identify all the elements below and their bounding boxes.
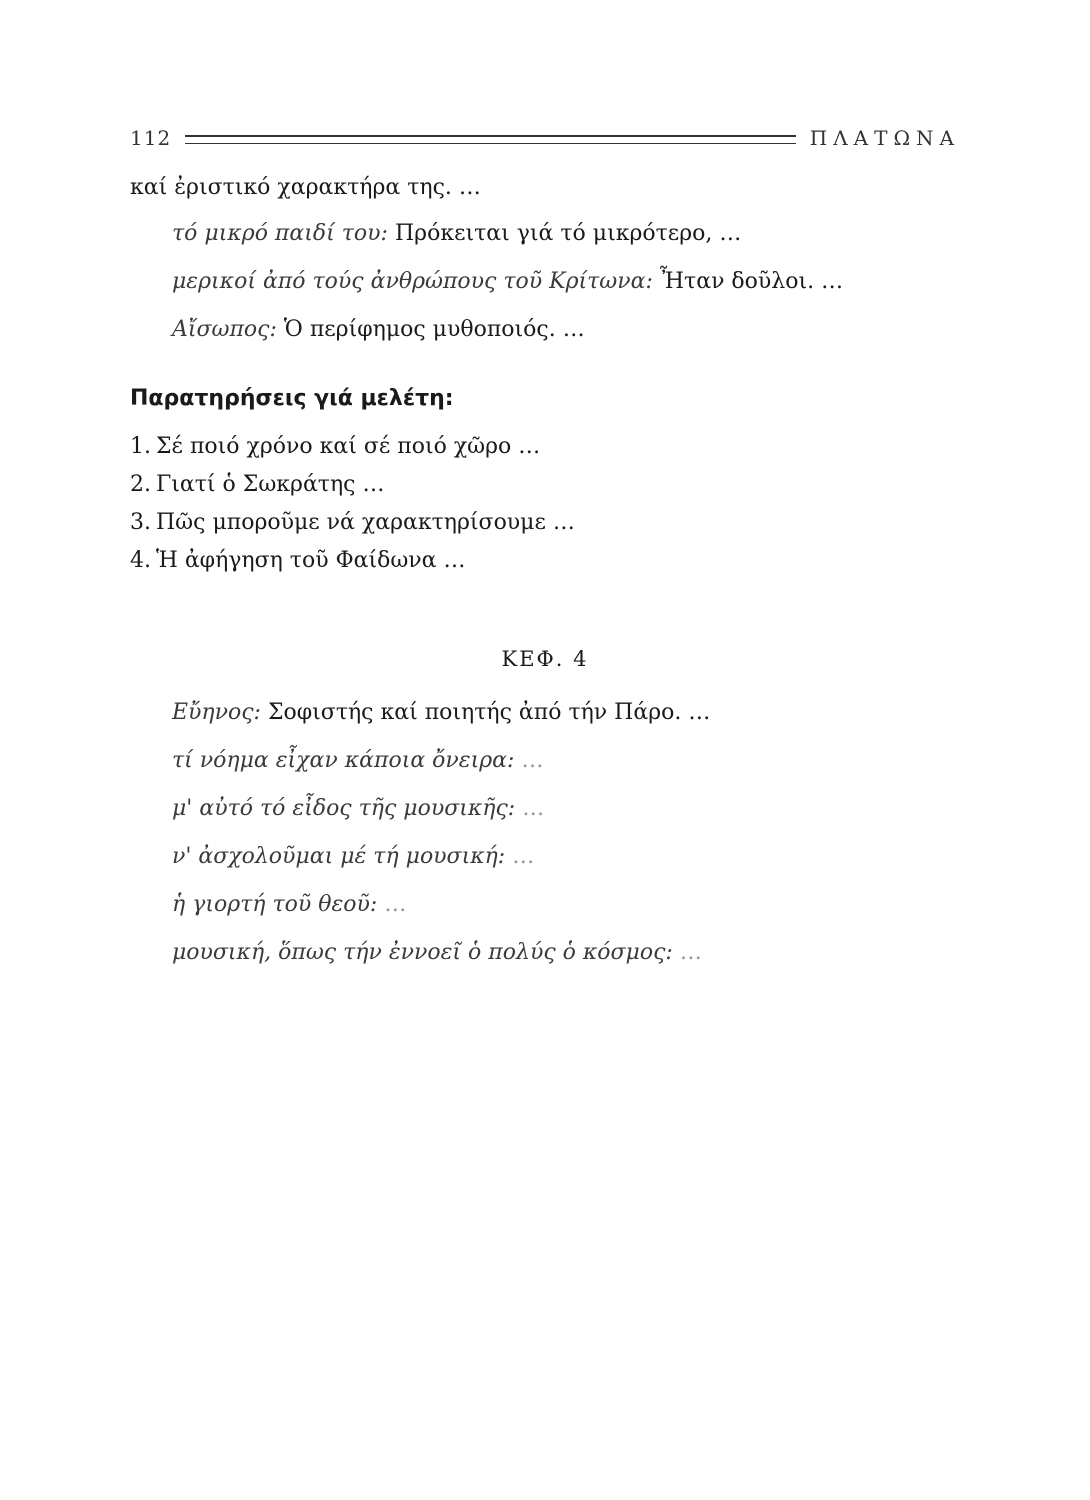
note-text: καί ἐριστικό χαρακτήρα της. … (130, 175, 481, 200)
note-text: Πρόκειται γιά τό μικρότερο, … (394, 221, 742, 246)
note-text: … (384, 892, 407, 917)
note-entry (130, 218, 960, 250)
question-number: 4. (130, 548, 151, 573)
question-text: Πῶς μποροῦμε νά χαρακτηρίσουμε … (156, 510, 575, 535)
question-text: Ἡ ἀφήγηση τοῦ Φαίδωνα … (156, 548, 466, 573)
note-text: … (521, 748, 544, 773)
note-text: … (522, 796, 545, 821)
note-lemma: Εὔηνος: (172, 700, 261, 725)
note-text: Σοφιστής καί ποιητής ἀπό τήν Πάρο. … (267, 700, 711, 725)
note-text: Ὁ περίφημος μυθοποιός. … (283, 317, 585, 342)
study-heading: Παρατηρήσεις γιά μελέτη: (130, 386, 454, 411)
question-item (130, 469, 960, 501)
note-lemma: τό μικρό παιδί του: (172, 221, 388, 246)
running-title: ΠΛΑΤΩΝΑ (809, 126, 960, 150)
question-text: Γιατί ὁ Σωκράτης … (156, 472, 385, 497)
study-questions (130, 431, 960, 577)
note-entry (130, 889, 960, 921)
note-lemma: ἡ γιορτή τοῦ θεοῦ: (172, 892, 378, 917)
question-number: 1. (130, 434, 151, 459)
note-entry (130, 745, 960, 777)
note-text: Ἦταν δοῦλοι. … (659, 269, 844, 294)
note-entry (130, 697, 960, 729)
note-lemma: Αἴσωπος: (172, 317, 277, 342)
note-entry (130, 937, 960, 969)
note-lemma: μ' αὐτό τό εἶδος τῆς μουσικῆς: (172, 796, 516, 821)
page-number: 112 (130, 126, 172, 150)
header-rule (185, 135, 796, 144)
note-entry (130, 793, 960, 825)
note-lemma: μερικοί ἀπό τούς ἀνθρώπους τοῦ Κρίτωνα: (172, 269, 653, 294)
note-continuation (130, 172, 960, 204)
note-text: … (679, 940, 702, 965)
running-header (130, 100, 960, 150)
question-item (130, 545, 960, 577)
note-lemma: τί νόημα εἶχαν κάποια ὄνειρα: (172, 748, 515, 773)
note-entry (130, 314, 960, 346)
question-item (130, 507, 960, 539)
chapter-heading: ΚΕΦ. 4 (501, 647, 589, 671)
document-page (130, 100, 960, 1460)
question-text: Σέ ποιό χρόνο καί σέ ποιό χῶρο … (156, 434, 541, 459)
note-lemma: μουσική, ὅπως τήν ἐννοεῖ ὁ πολύς ὁ κόσμος: (172, 940, 673, 965)
note-lemma: ν' ἀσχολοῦμαι μέ τή μουσική: (172, 844, 506, 869)
note-entry (130, 841, 960, 873)
question-number: 2. (130, 472, 151, 497)
note-entry (130, 266, 960, 298)
note-text: … (512, 844, 535, 869)
question-number: 3. (130, 510, 151, 535)
question-item (130, 431, 960, 463)
